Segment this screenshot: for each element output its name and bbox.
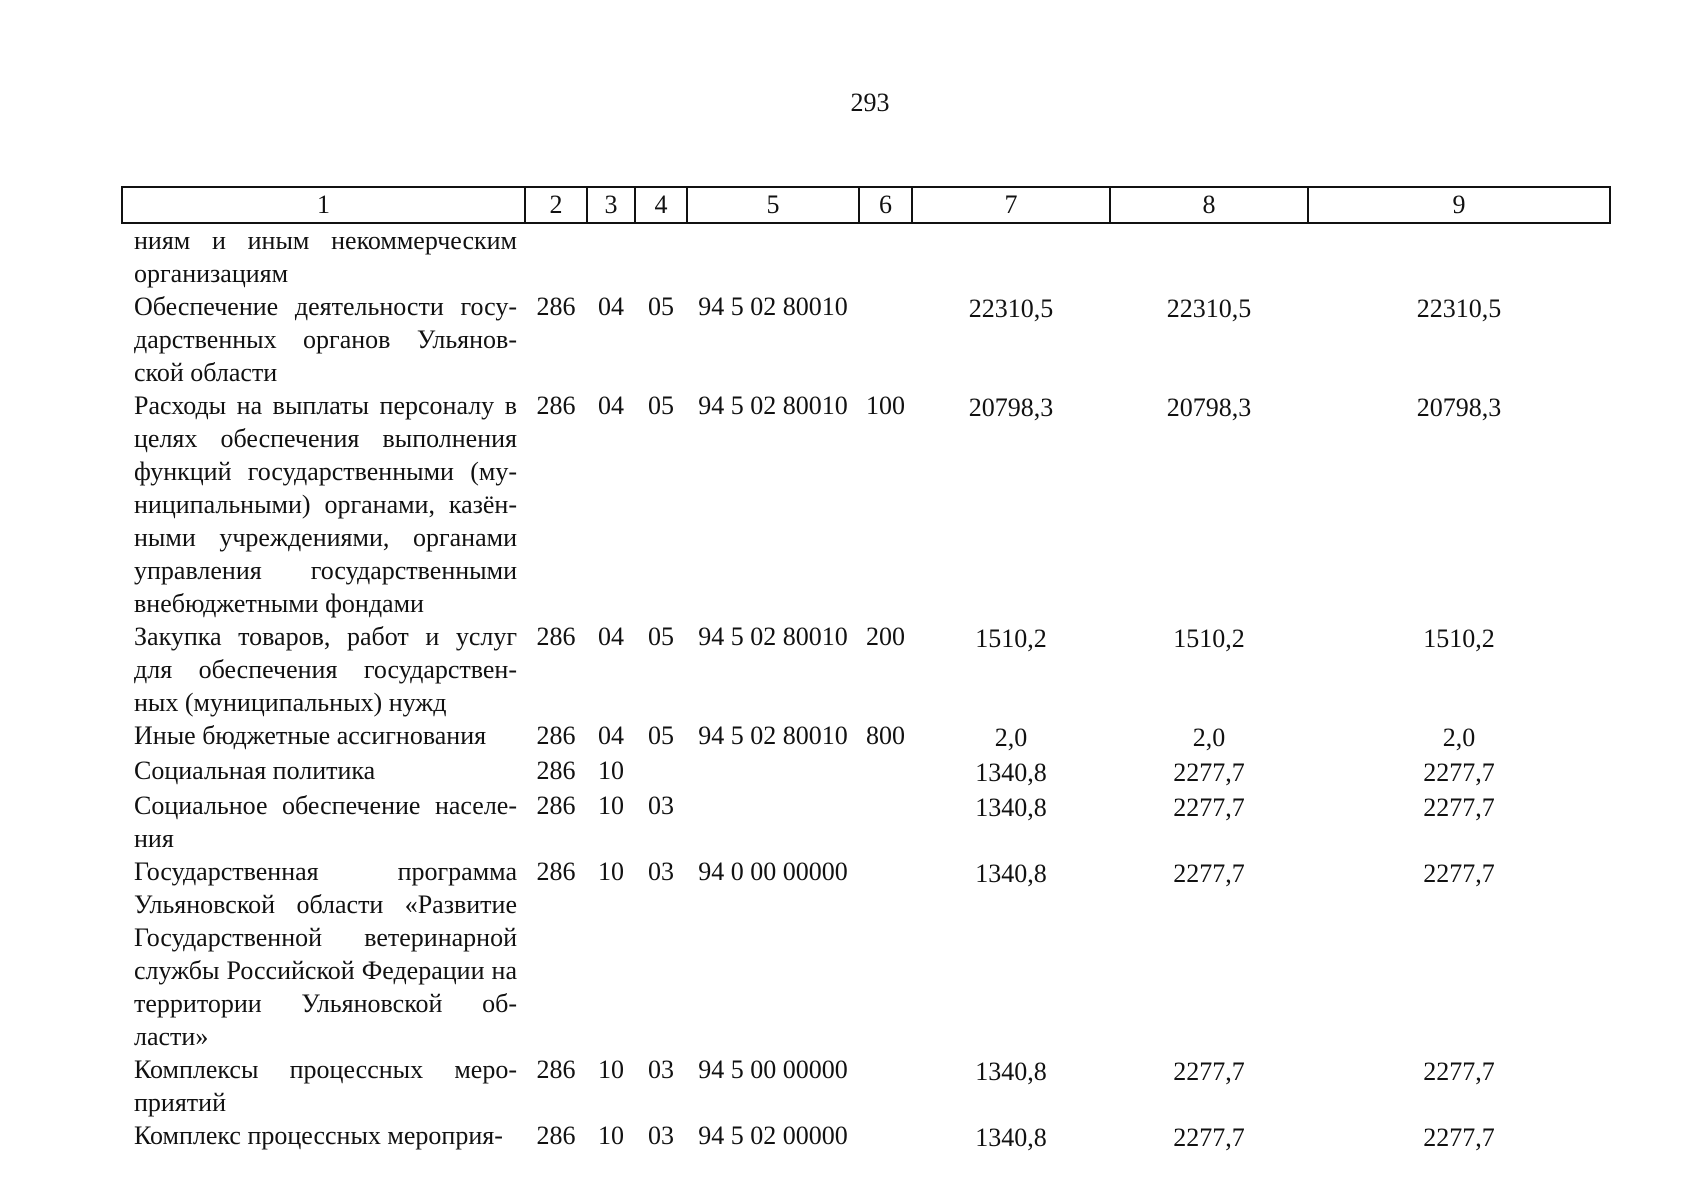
row-expense-type <box>859 789 912 855</box>
row-name: Комплекс процессных мероприя- <box>134 1121 503 1150</box>
table-body <box>122 223 1610 1154</box>
row-amount-col9: 22310,5 <box>1416 294 1502 323</box>
row-admin-code <box>525 223 587 290</box>
col-header-2: 2 <box>525 187 587 223</box>
row-amount-col9: 2277,7 <box>1423 1057 1495 1086</box>
page-number: 293 <box>850 88 890 117</box>
table-row <box>122 1119 1610 1154</box>
table-row <box>122 290 1610 389</box>
table-row <box>122 789 1610 855</box>
row-expense-type <box>859 1119 912 1154</box>
table-row <box>122 1053 1610 1119</box>
row-amount-col9: 2277,7 <box>1423 859 1495 888</box>
row-section-code: 10 <box>598 857 624 886</box>
row-target-article: 94 5 02 80010 <box>698 622 848 651</box>
table-row <box>122 620 1610 719</box>
row-subsection-code <box>635 223 687 290</box>
col-header-3: 3 <box>587 187 635 223</box>
row-section-code: 04 <box>598 292 624 321</box>
row-section-code: 10 <box>598 1121 624 1150</box>
row-expense-type <box>859 223 912 290</box>
col-header-9: 9 <box>1308 187 1610 223</box>
row-amount-col8: 2277,7 <box>1173 1057 1245 1086</box>
col-header-5: 5 <box>687 187 859 223</box>
row-target-article <box>687 223 859 290</box>
row-target-article: 94 0 00 00000 <box>698 857 848 886</box>
row-expense-type: 200 <box>866 622 905 651</box>
row-section-code: 04 <box>598 391 624 420</box>
row-admin-code: 286 <box>536 791 576 820</box>
row-amount-col8: 22310,5 <box>1166 294 1252 323</box>
col-header-6: 6 <box>859 187 912 223</box>
row-name: Обеспечение деятельности госу-дарственных органов Ульянов-ской области <box>134 292 517 387</box>
row-amount-col9: 20798,3 <box>1416 393 1502 422</box>
row-target-article: 94 5 02 00000 <box>698 1121 848 1150</box>
row-section-code: 10 <box>598 791 624 820</box>
row-amount-col9: 2277,7 <box>1423 758 1495 787</box>
row-name: Иные бюджетные ассигнования <box>134 721 487 750</box>
row-subsection-code: 05 <box>648 622 674 651</box>
row-name: Государственная программа Ульяновской области «Развитие Государственной ветеринарной службы Российской Федерации на территории Ульяновской об-ласти» <box>134 857 517 1051</box>
row-expense-type <box>859 754 912 789</box>
row-amount-col9: 2,0 <box>1442 723 1476 752</box>
row-amount-col7: 2,0 <box>994 723 1028 752</box>
row-amount-col7: 1510,2 <box>975 624 1047 653</box>
row-subsection-code: 03 <box>648 791 674 820</box>
row-subsection-code: 03 <box>648 857 674 886</box>
row-subsection-code <box>635 754 687 789</box>
row-section-code <box>587 223 635 290</box>
row-section-code: 10 <box>598 756 624 785</box>
row-subsection-code: 05 <box>648 292 674 321</box>
row-admin-code: 286 <box>536 292 576 321</box>
row-amount-col8 <box>1110 223 1308 290</box>
row-admin-code: 286 <box>536 622 576 651</box>
row-amount-col9: 2277,7 <box>1423 1123 1495 1152</box>
table-row <box>122 754 1610 789</box>
col-header-8: 8 <box>1110 187 1308 223</box>
row-amount-col7: 1340,8 <box>975 1057 1047 1086</box>
row-target-article: 94 5 00 00000 <box>698 1055 848 1084</box>
row-target-article: 94 5 02 80010 <box>698 391 848 420</box>
table-row <box>122 719 1610 754</box>
row-target-article <box>687 754 859 789</box>
row-expense-type <box>859 1053 912 1119</box>
row-expense-type <box>859 855 912 1053</box>
row-amount-col8: 1510,2 <box>1173 624 1245 653</box>
row-amount-col7: 20798,3 <box>968 393 1054 422</box>
row-subsection-code: 05 <box>648 391 674 420</box>
row-expense-type: 100 <box>866 391 905 420</box>
row-amount-col7 <box>912 223 1110 290</box>
row-amount-col7: 1340,8 <box>975 1123 1047 1152</box>
row-amount-col7: 1340,8 <box>975 758 1047 787</box>
row-admin-code: 286 <box>536 721 576 750</box>
row-amount-col8: 20798,3 <box>1166 393 1252 422</box>
row-amount-col7: 1340,8 <box>975 793 1047 822</box>
row-admin-code: 286 <box>536 1121 576 1150</box>
row-subsection-code: 03 <box>648 1121 674 1150</box>
row-subsection-code: 03 <box>648 1055 674 1084</box>
row-amount-col8: 2277,7 <box>1173 758 1245 787</box>
row-expense-type <box>859 290 912 389</box>
col-header-1: 1 <box>122 187 525 223</box>
row-admin-code: 286 <box>536 857 576 886</box>
col-header-4: 4 <box>635 187 687 223</box>
row-admin-code: 286 <box>536 756 576 785</box>
col-header-7: 7 <box>912 187 1110 223</box>
row-amount-col7: 1340,8 <box>975 859 1047 888</box>
table-row <box>122 389 1610 620</box>
row-target-article <box>687 789 859 855</box>
row-amount-col7: 22310,5 <box>968 294 1054 323</box>
row-section-code: 10 <box>598 1055 624 1084</box>
row-amount-col8: 2277,7 <box>1173 793 1245 822</box>
row-expense-type: 800 <box>866 721 905 750</box>
row-admin-code: 286 <box>536 391 576 420</box>
row-amount-col9: 2277,7 <box>1423 793 1495 822</box>
row-name: ниям и иным некоммерческим организациям <box>134 226 517 288</box>
row-name: Комплексы процессных меро-приятий <box>134 1055 517 1117</box>
row-amount-col8: 2277,7 <box>1173 859 1245 888</box>
budget-table <box>121 186 1611 1154</box>
row-amount-col9 <box>1308 223 1610 290</box>
row-subsection-code: 05 <box>648 721 674 750</box>
row-target-article: 94 5 02 80010 <box>698 292 848 321</box>
row-target-article: 94 5 02 80010 <box>698 721 848 750</box>
row-name: Социальная политика <box>134 756 376 785</box>
row-name: Расходы на выплаты персоналу в целях обеспечения выполнения функций государственными (му-ниципальными) органами, казён-ными учреждениями, органами управления государственными внебюджетными фондами <box>134 391 517 618</box>
row-amount-col8: 2277,7 <box>1173 1123 1245 1152</box>
header-row <box>122 187 1610 223</box>
table-row <box>122 855 1610 1053</box>
table-row <box>122 223 1610 290</box>
row-name: Закупка товаров, работ и услуг для обеспечения государствен-ных (муниципальных) нужд <box>134 622 517 717</box>
row-section-code: 04 <box>598 622 624 651</box>
row-amount-col9: 1510,2 <box>1423 624 1495 653</box>
row-admin-code: 286 <box>536 1055 576 1084</box>
row-amount-col8: 2,0 <box>1192 723 1226 752</box>
row-name: Социальное обеспечение населе-ния <box>134 791 517 853</box>
row-section-code: 04 <box>598 721 624 750</box>
